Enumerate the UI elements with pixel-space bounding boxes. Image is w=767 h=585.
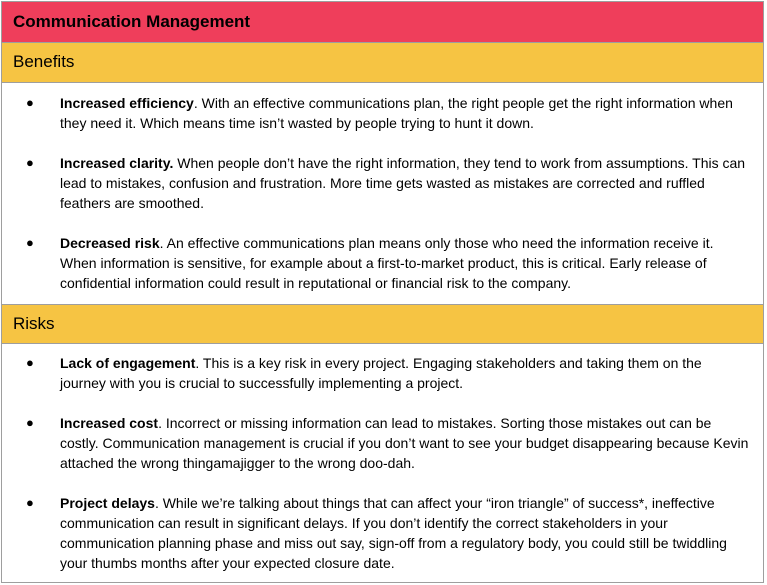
risk-body: . This is a key risk in every project. Engaging stakeholders and taking them on the journey with you is crucial to successfully implementing a project.: [60, 355, 702, 391]
benefit-text: [60, 233, 750, 293]
bullet-icon: ●: [26, 495, 34, 510]
risk-body: . Incorrect or missing information can lead to mistakes. Sorting those mistakes out can be costly. Communication management is crucial if you don’t want to see your budget disappearing because Kevin attached the wrong thingamajigger to the wrong doo-dah.: [60, 415, 749, 471]
risk-lead: Project delays: [60, 495, 155, 511]
risk-lead: Increased cost: [60, 415, 159, 431]
risks-list-cell: [2, 345, 763, 584]
benefit-body: . With an effective communications plan, the right people get the right information when they need it. Which means time isn’t wasted by people trying to hunt it down.: [60, 95, 733, 131]
risks-heading-row: [2, 304, 763, 344]
bullet-icon: ●: [26, 415, 34, 430]
risks-heading: Risks: [13, 314, 55, 333]
benefit-body: . An effective communications plan means only those who need the information receive it. When information is sensitive, for example about a first-to-market product, this is critical. Early release of confidential information could result in reputational or financial risk to the company.: [60, 235, 714, 291]
risk-lead: Lack of engagement: [60, 355, 196, 371]
bullet-icon: ●: [26, 155, 34, 170]
benefits-heading-row: [2, 43, 763, 83]
benefit-lead: Increased efficiency: [60, 95, 194, 111]
title-row: [2, 2, 763, 43]
risk-text: [60, 353, 750, 393]
bullet-icon: ●: [26, 355, 34, 370]
benefit-body: When people don’t have the right information, they tend to work from assumptions. This can lead to mistakes, confusion and frustration. More time gets wasted as mistakes are corrected and ruffled feathers are smoothed.: [60, 155, 746, 211]
benefits-list-cell: [2, 83, 763, 304]
risk-text: [60, 413, 750, 473]
benefit-lead: Decreased risk: [60, 235, 160, 251]
benefit-text: [60, 93, 750, 133]
risk-body: . While we’re talking about things that can affect your “iron triangle” of success*, ineffective communication can result in significant delays. If you don’t identify the correct stakeholders in your communication planning phase and miss out say, sign-off from a regulatory body, you could still be twiddling your thumbs months after your expected closure date.: [60, 495, 727, 571]
page-title: Communication Management: [13, 12, 251, 31]
benefit-text: [60, 153, 750, 213]
bullet-icon: ●: [26, 235, 34, 250]
bullet-icon: ●: [26, 95, 34, 110]
risk-text: [60, 493, 750, 573]
benefits-heading: Benefits: [13, 52, 75, 71]
communication-management-table: [1, 1, 764, 583]
benefit-lead: Increased clarity.: [60, 155, 174, 171]
